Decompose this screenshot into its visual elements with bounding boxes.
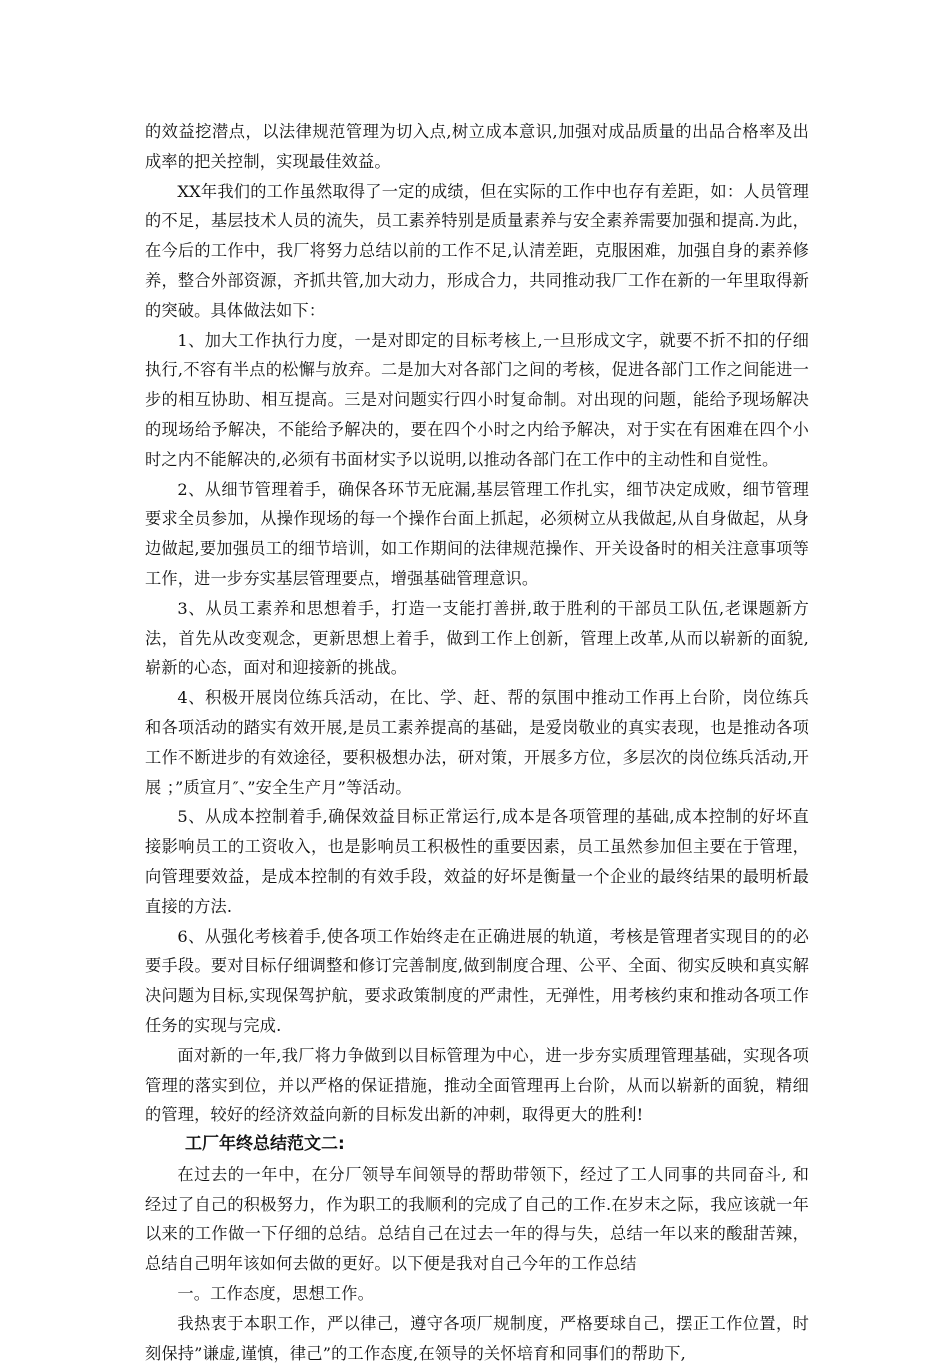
body-paragraph-5: 3、从员工素养和思想着手，打造一支能打善拼,敢于胜利的干部员工队伍,老课题新方法，首先从改变观念，更新思想上着手，做到工作上创新，管理上改革,从而以崭新的面貌,崭新的心态，面对和迎接新的挑战。 [145,598,809,678]
body-paragraph-11: 一。工作态度，思想工作。 [177,1284,375,1304]
body-paragraph-9: 面对新的一年,我厂将力争做到以目标管理为中心，进一步夯实质理管理基础，实现各项管理的落实到位，并以严格的保证措施，推动全面管理再上台阶，从而以崭新的面貌，精细的管理，较好的经济效益向新的目标发出新的冲刺，取得更大的胜利! [145,1045,809,1125]
document-page [145,117,809,1368]
body-paragraph-1: 的效益挖潜点，以法律规范管理为切入点,树立成本意识,加强对成品质量的出品合格率及出成率的把关控制，实现最佳效益。 [145,122,809,171]
body-paragraph-2: XX年我们的工作虽然取得了一定的成绩，但在实际的工作中也存有差距，如：人员管理的不足，基层技术人员的流失，员工素养特别是质量素养与安全素养需要加强和提高.为此，在今后的工作中，我厂将努力总结以前的工作不足,认清差距，克服困难，加强自身的素养修养，整合外部资源，齐抓共管,加大动力，形成合力，共同推动我厂工作在新的一年里取得新的突破。具体做法如下： [145,181,809,320]
body-paragraph-12: 我热衷于本职工作，严以律己，遵守各项厂规制度，严格要球自己，摆正工作位置，时刻保持”谦虚,谨慎，律己”的工作态度,在领导的关怀培育和同事们的帮助下, [145,1313,809,1363]
body-paragraph-8: 6、从强化考核着手,使各项工作始终走在正确进展的轨道，考核是管理者实现目的的必要手段。要对目标仔细调整和修订完善制度,做到制度合理、公平、全面、彻实反映和真实解决问题为目标,实现保驾护航，要求政策制度的严肃性，无弹性，用考核约束和推动各项工作任务的实现与完成. [145,926,809,1035]
body-paragraph-4: 2、从细节管理着手，确保各环节无庇漏,基层管理工作扎实，细节决定成败，细节管理要求全员参加，从操作现场的每一个操作台面上抓起，必须树立从我做起,从自身做起，从身边做起,要加强员工的细节培训，如工作期间的法律规范操作、开关设备时的相关注意事项等工作，进一步夯实基层管理要点，增强基础管理意识。 [145,479,809,588]
body-paragraph-7: 5、从成本控制着手,确保效益目标正常运行,成本是各项管理的基础,成本控制的好坏直接影响员工的工资收入，也是影响员工积极性的重要因素，员工虽然参加但主要在于管理，向管理要效益，是成本控制的有效手段，效益的好坏是衡量一个企业的最终结果的最明析最直接的方法. [145,807,809,916]
body-paragraph-10: 在过去的一年中，在分厂领导车间领导的帮助带领下，经过了工人同事的共同奋斗, 和经过了自己的积极努力，作为职工的我顺利的完成了自己的工作.在岁末之际，我应该就一年以来的工作做一下仔细的总结。总结自己在过去一年的得与失，总结一年以来的酸甜苦辣，总结自己明年该如何去做的更好。以下便是我对自己今年的工作总结 [145,1164,809,1274]
body-paragraph-3: 1、加大工作执行力度，一是对即定的目标考核上,一旦形成文字，就要不折不扣的仔细执行,不容有半点的松懈与放弃。二是加大对各部门之间的考核，促进各部门工作之间能进一步的相互协助、相互提高。三是对问题实行四小时复命制。对出现的问题，能给予现场解决的现场给予解决，不能给予解决的，要在四个小时之内给予解决，对于实在有困难在四个小时之内不能解决的,必须有书面材实予以说明,以推动各部门在工作中的主动性和自觉性。 [145,330,809,469]
body-paragraph-6: 4、积极开展岗位练兵活动，在比、学、赶、帮的氛围中推动工作再上台阶，岗位练兵和各项活动的踏实有效开展,是员工素养提高的基础，是爱岗敬业的真实表现，也是推动各项工作不断进步的有效途径，要积极想办法，研对策，开展多方位，多层次的岗位练兵活动,开展 ；”质宣月″、”安全生产月”等活动。 [145,688,809,797]
section-heading: 工厂年终总结范文二: [185,1134,345,1155]
